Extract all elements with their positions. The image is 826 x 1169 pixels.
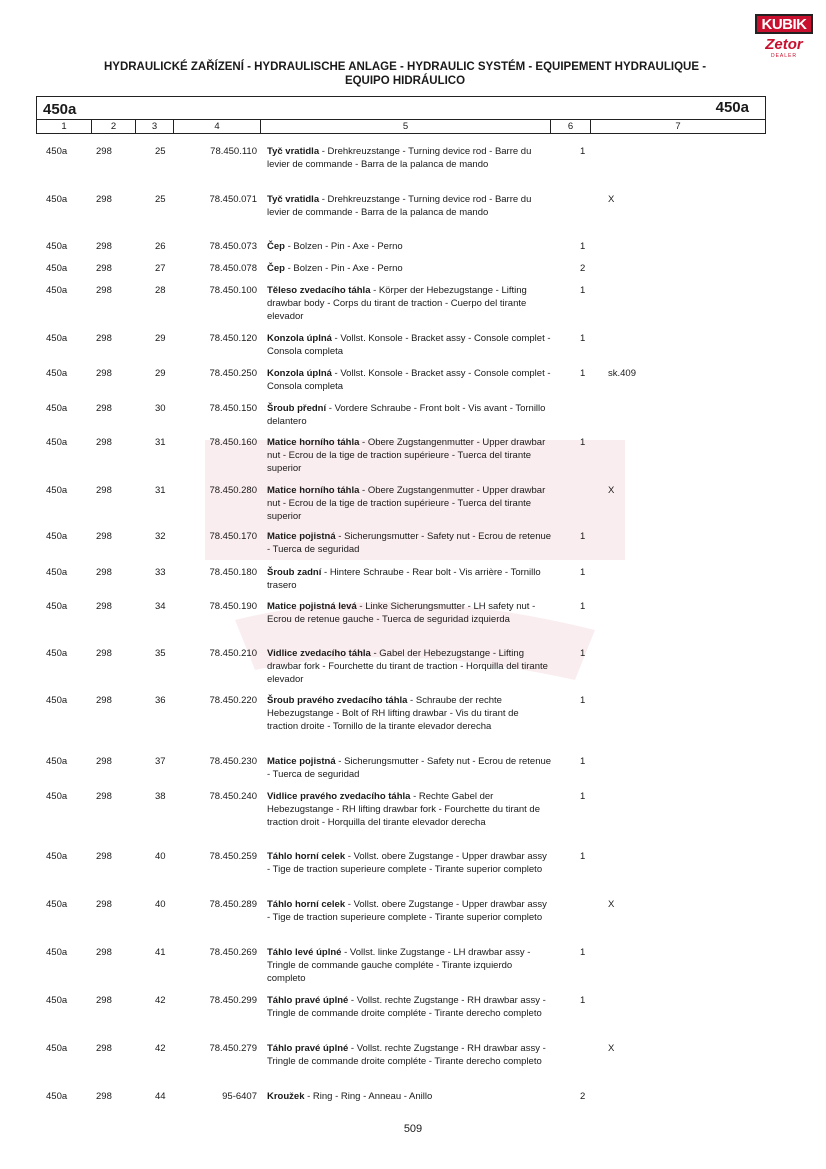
col-group: 298 — [96, 368, 112, 379]
col-section: 450a — [46, 485, 68, 496]
col-part-number: 78.450.280 — [209, 485, 257, 496]
description-translations: - Sicherungsmutter - Safety nut - Ecrou de retenue - Tuerca de seguridad — [267, 756, 552, 780]
kubik-logo-text: KUBIK — [755, 14, 813, 34]
col-section: 450a — [46, 851, 68, 862]
col-group: 298 — [96, 851, 112, 862]
col-description — [267, 367, 552, 393]
description-translations: - Bolzen - Pin - Axe - Perno — [284, 241, 403, 252]
description-translations: - Bolzen - Pin - Axe - Perno — [284, 263, 403, 274]
col-position: 33 — [155, 567, 166, 578]
description-czech-name: Konzola úplná — [267, 368, 332, 379]
col-part-number: 78.450.289 — [209, 899, 257, 910]
description-czech-name: Tyč vratidla — [267, 194, 320, 205]
col-section: 450a — [46, 403, 68, 414]
col-part-number: 78.450.210 — [209, 648, 257, 659]
col-group: 298 — [96, 241, 112, 252]
description-translations: - Vollst. obere Zugstange - Upper drawbar assy - Tige de traction superieure complete - Tirante superior completo — [267, 851, 547, 875]
description-czech-name: Čep — [267, 263, 285, 274]
description-translations: - Vordere Schraube - Front bolt - Vis avant - Tornillo delantero — [267, 403, 546, 427]
description-translations: - Schraube der rechte Hebezugstange - Bolt of RH lifting drawbar - Vis du tirant de traction droite - Tornillo de la tirante elevador derecha — [267, 695, 519, 732]
description-czech-name: Konzola úplná — [267, 333, 332, 344]
col-position: 42 — [155, 995, 166, 1006]
column-header: 2 — [92, 120, 136, 134]
col-section: 450a — [46, 437, 68, 448]
description-czech-name: Tyč vratidla — [267, 146, 320, 157]
col-group: 298 — [96, 899, 112, 910]
col-position: 31 — [155, 437, 166, 448]
col-note: X — [608, 485, 615, 496]
col-description — [267, 850, 552, 876]
col-quantity: 1 — [580, 756, 586, 767]
section-code-left: 450a — [43, 101, 77, 118]
col-group: 298 — [96, 791, 112, 802]
description-czech-name: Vidlice zvedacího táhla — [267, 648, 371, 659]
col-part-number: 95-6407 — [222, 1091, 257, 1102]
col-section: 450a — [46, 695, 68, 706]
description-translations: - Vollst. rechte Zugstange - RH drawbar assy - Tringle de commande droite compléte - Tirante derecho completo — [267, 995, 546, 1019]
column-header: 5 — [261, 120, 551, 134]
col-quantity: 1 — [580, 695, 586, 706]
description-czech-name: Šroub přední — [267, 403, 327, 414]
col-quantity: 1 — [580, 285, 586, 296]
col-note: X — [608, 194, 615, 205]
description-czech-name: Táhlo horní celek — [267, 851, 346, 862]
zetor-logo-text: Zetor — [765, 36, 803, 53]
col-quantity: 1 — [580, 531, 586, 542]
col-group: 298 — [96, 601, 112, 612]
col-group: 298 — [96, 194, 112, 205]
col-part-number: 78.450.299 — [209, 995, 257, 1006]
col-section: 450a — [46, 601, 68, 612]
col-description — [267, 436, 552, 475]
col-part-number: 78.450.230 — [209, 756, 257, 767]
col-part-number: 78.450.190 — [209, 601, 257, 612]
col-description — [267, 1090, 552, 1103]
description-czech-name: Matice horního táhla — [267, 485, 360, 496]
col-quantity: 1 — [580, 648, 586, 659]
col-section: 450a — [46, 899, 68, 910]
col-section: 450a — [46, 756, 68, 767]
col-group: 298 — [96, 403, 112, 414]
col-section: 450a — [46, 146, 68, 157]
col-position: 41 — [155, 947, 166, 958]
col-part-number: 78.450.279 — [209, 1043, 257, 1054]
col-group: 298 — [96, 648, 112, 659]
page-number: 509 — [403, 1123, 423, 1135]
col-description — [267, 647, 552, 686]
col-part-number: 78.450.100 — [209, 285, 257, 296]
column-header: 6 — [551, 120, 591, 134]
col-group: 298 — [96, 1091, 112, 1102]
col-position: 40 — [155, 851, 166, 862]
description-translations: - Gabel der Hebezugstange - Lifting drawbar fork - Fourchette du tirant de traction - Horquilla del tirante elevador — [267, 648, 548, 685]
description-czech-name: Táhlo pravé úplné — [267, 1043, 349, 1054]
col-part-number: 78.450.110 — [210, 146, 257, 157]
col-position: 27 — [155, 263, 166, 274]
col-part-number: 78.450.073 — [209, 241, 257, 252]
col-group: 298 — [96, 263, 112, 274]
description-czech-name: Čep — [267, 241, 285, 252]
description-translations: - Linke Sicherungsmutter - LH safety nut - Ecrou de retenue gauche - Tuerca de seguridad izquierda — [267, 601, 536, 625]
col-description — [267, 193, 552, 219]
col-note: X — [608, 899, 615, 910]
description-translations: - Vollst. linke Zugstange - LH drawbar assy - Tringle de commande gauche compléte - Tirante izquierdo completo — [267, 947, 531, 984]
col-section: 450a — [46, 1043, 68, 1054]
col-description — [267, 898, 552, 924]
col-part-number: 78.450.250 — [209, 368, 257, 379]
column-header: 3 — [136, 120, 174, 134]
col-group: 298 — [96, 756, 112, 767]
col-section: 450a — [46, 263, 68, 274]
section-code-right: 450a — [715, 99, 749, 116]
col-group: 298 — [96, 146, 112, 157]
col-group: 298 — [96, 285, 112, 296]
col-quantity: 1 — [580, 851, 586, 862]
col-position: 32 — [155, 531, 166, 542]
col-quantity: 2 — [580, 263, 586, 274]
description-czech-name: Matice pojistná — [267, 756, 336, 767]
description-czech-name: Šroub pravého zvedacího táhla — [267, 695, 408, 706]
col-section: 450a — [46, 333, 68, 344]
col-position: 44 — [155, 1091, 166, 1102]
description-czech-name: Matice horního táhla — [267, 437, 360, 448]
col-group: 298 — [96, 995, 112, 1006]
col-part-number: 78.450.180 — [209, 567, 257, 578]
col-description — [267, 332, 552, 358]
col-section: 450a — [46, 285, 68, 296]
col-section: 450a — [46, 567, 68, 578]
col-section: 450a — [46, 194, 68, 205]
col-section: 450a — [46, 531, 68, 542]
col-note: X — [608, 1043, 615, 1054]
description-czech-name: Táhlo horní celek — [267, 899, 346, 910]
col-position: 29 — [155, 333, 166, 344]
col-part-number: 78.450.170 — [209, 531, 257, 542]
col-section: 450a — [46, 791, 68, 802]
description-translations: - Vollst. Konsole - Bracket assy - Console complet - Consola completa — [267, 333, 551, 357]
col-description — [267, 600, 552, 626]
description-czech-name: Kroužek — [267, 1091, 305, 1102]
col-description — [267, 566, 552, 592]
col-part-number: 78.450.259 — [209, 851, 257, 862]
col-section: 450a — [46, 995, 68, 1006]
col-position: 25 — [155, 194, 166, 205]
description-translations: - Sicherungsmutter - Safety nut - Ecrou de retenue - Tuerca de seguridad — [267, 531, 552, 555]
col-description — [267, 240, 552, 253]
title-line-1: HYDRAULICKÉ ZAŘÍZENÍ - HYDRAULISCHE ANLAGE - HYDRAULIC SYSTÉM - EQUIPEMENT HYDRAULIQUE - — [103, 61, 707, 73]
col-quantity: 1 — [580, 947, 586, 958]
col-description — [267, 402, 552, 428]
description-czech-name: Šroub zadní — [267, 567, 322, 578]
column-header: 1 — [37, 120, 92, 134]
col-position: 28 — [155, 285, 166, 296]
col-group: 298 — [96, 1043, 112, 1054]
col-position: 35 — [155, 648, 166, 659]
description-translations: - Körper der Hebezugstange - Lifting drawbar body - Corps du tirant de traction - Cuerpo del tirante elevador — [267, 285, 527, 322]
col-quantity: 1 — [580, 601, 586, 612]
col-part-number: 78.450.120 — [209, 333, 257, 344]
table-header — [36, 96, 766, 134]
column-number-row — [37, 119, 765, 134]
col-quantity: 1 — [580, 241, 586, 252]
col-description — [267, 694, 552, 733]
description-czech-name: Těleso zvedacího táhla — [267, 285, 371, 296]
description-czech-name: Táhlo levé úplné — [267, 947, 342, 958]
column-header: 4 — [174, 120, 261, 134]
description-translations: - Drehkreuzstange - Turning device rod - Barre du levier de commande - Barra de la palanca de mando — [267, 146, 532, 170]
col-note: sk.409 — [608, 368, 636, 379]
col-description — [267, 755, 552, 781]
col-position: 42 — [155, 1043, 166, 1054]
col-group: 298 — [96, 437, 112, 448]
col-position: 26 — [155, 241, 166, 252]
col-part-number: 78.450.071 — [209, 194, 257, 205]
description-czech-name: Táhlo pravé úplné — [267, 995, 349, 1006]
dealer-logo-text: DEALER — [770, 53, 797, 59]
description-czech-name: Matice pojistná levá — [267, 601, 357, 612]
col-position: 31 — [155, 485, 166, 496]
col-position: 29 — [155, 368, 166, 379]
col-part-number: 78.450.269 — [209, 947, 257, 958]
col-description — [267, 284, 552, 323]
col-description — [267, 145, 552, 171]
col-part-number: 78.450.160 — [209, 437, 257, 448]
description-translations: - Rechte Gabel der Hebezugstange - RH lifting drawbar fork - Fourchette du tirant de traction droit - Horquilla del tirante elevador derecha — [267, 791, 540, 828]
col-quantity: 1 — [580, 146, 586, 157]
col-section: 450a — [46, 947, 68, 958]
col-description — [267, 530, 552, 556]
col-description — [267, 484, 552, 523]
col-description — [267, 1042, 552, 1068]
col-position: 40 — [155, 899, 166, 910]
col-description — [267, 946, 552, 985]
col-quantity: 1 — [580, 333, 586, 344]
description-czech-name: Matice pojistná — [267, 531, 336, 542]
col-part-number: 78.450.150 — [209, 403, 257, 414]
col-quantity: 1 — [580, 791, 586, 802]
col-quantity: 1 — [580, 437, 586, 448]
col-position: 37 — [155, 756, 166, 767]
description-czech-name: Vidlice pravého zvedacího táhla — [267, 791, 411, 802]
description-translations: - Vollst. obere Zugstange - Upper drawbar assy - Tige de traction superieure complete - Tirante superior completo — [267, 899, 547, 923]
description-translations: - Hintere Schraube - Rear bolt - Vis arrière - Tornillo trasero — [267, 567, 541, 591]
description-translations: - Ring - Ring - Anneau - Anillo — [304, 1091, 433, 1102]
col-section: 450a — [46, 241, 68, 252]
title-line-2: EQUIPO HIDRÁULICO — [344, 75, 466, 87]
col-position: 34 — [155, 601, 166, 612]
col-position: 38 — [155, 791, 166, 802]
description-translations: - Obere Zugstangenmutter - Upper drawbar nut - Ecrou de la tige de traction supérieure - Tuerca del tirante superior — [267, 437, 546, 474]
col-quantity: 2 — [580, 1091, 586, 1102]
col-quantity: 1 — [580, 567, 586, 578]
col-description — [267, 790, 552, 829]
col-group: 298 — [96, 531, 112, 542]
description-translations: - Vollst. rechte Zugstange - RH drawbar assy - Tringle de commande droite compléte - Tirante derecho completo — [267, 1043, 546, 1067]
page-title — [40, 60, 770, 88]
col-part-number: 78.450.220 — [209, 695, 257, 706]
col-section: 450a — [46, 1091, 68, 1102]
description-translations: - Obere Zugstangenmutter - Upper drawbar nut - Ecrou de la tige de traction supérieure - Tuerca del tirante superior — [267, 485, 546, 522]
col-position: 30 — [155, 403, 166, 414]
col-group: 298 — [96, 695, 112, 706]
col-part-number: 78.450.078 — [209, 263, 257, 274]
description-translations: - Drehkreuzstange - Turning device rod - Barre du levier de commande - Barra de la palanca de mando — [267, 194, 532, 218]
col-description — [267, 994, 552, 1020]
col-section: 450a — [46, 368, 68, 379]
col-group: 298 — [96, 567, 112, 578]
col-group: 298 — [96, 333, 112, 344]
col-group: 298 — [96, 485, 112, 496]
col-quantity: 1 — [580, 368, 586, 379]
col-section: 450a — [46, 648, 68, 659]
col-part-number: 78.450.240 — [209, 791, 257, 802]
col-position: 25 — [155, 146, 166, 157]
description-translations: - Vollst. Konsole - Bracket assy - Console complet - Consola completa — [267, 368, 551, 392]
col-description — [267, 262, 552, 275]
col-quantity: 1 — [580, 995, 586, 1006]
col-position: 36 — [155, 695, 166, 706]
column-header: 7 — [675, 121, 681, 132]
col-group: 298 — [96, 947, 112, 958]
